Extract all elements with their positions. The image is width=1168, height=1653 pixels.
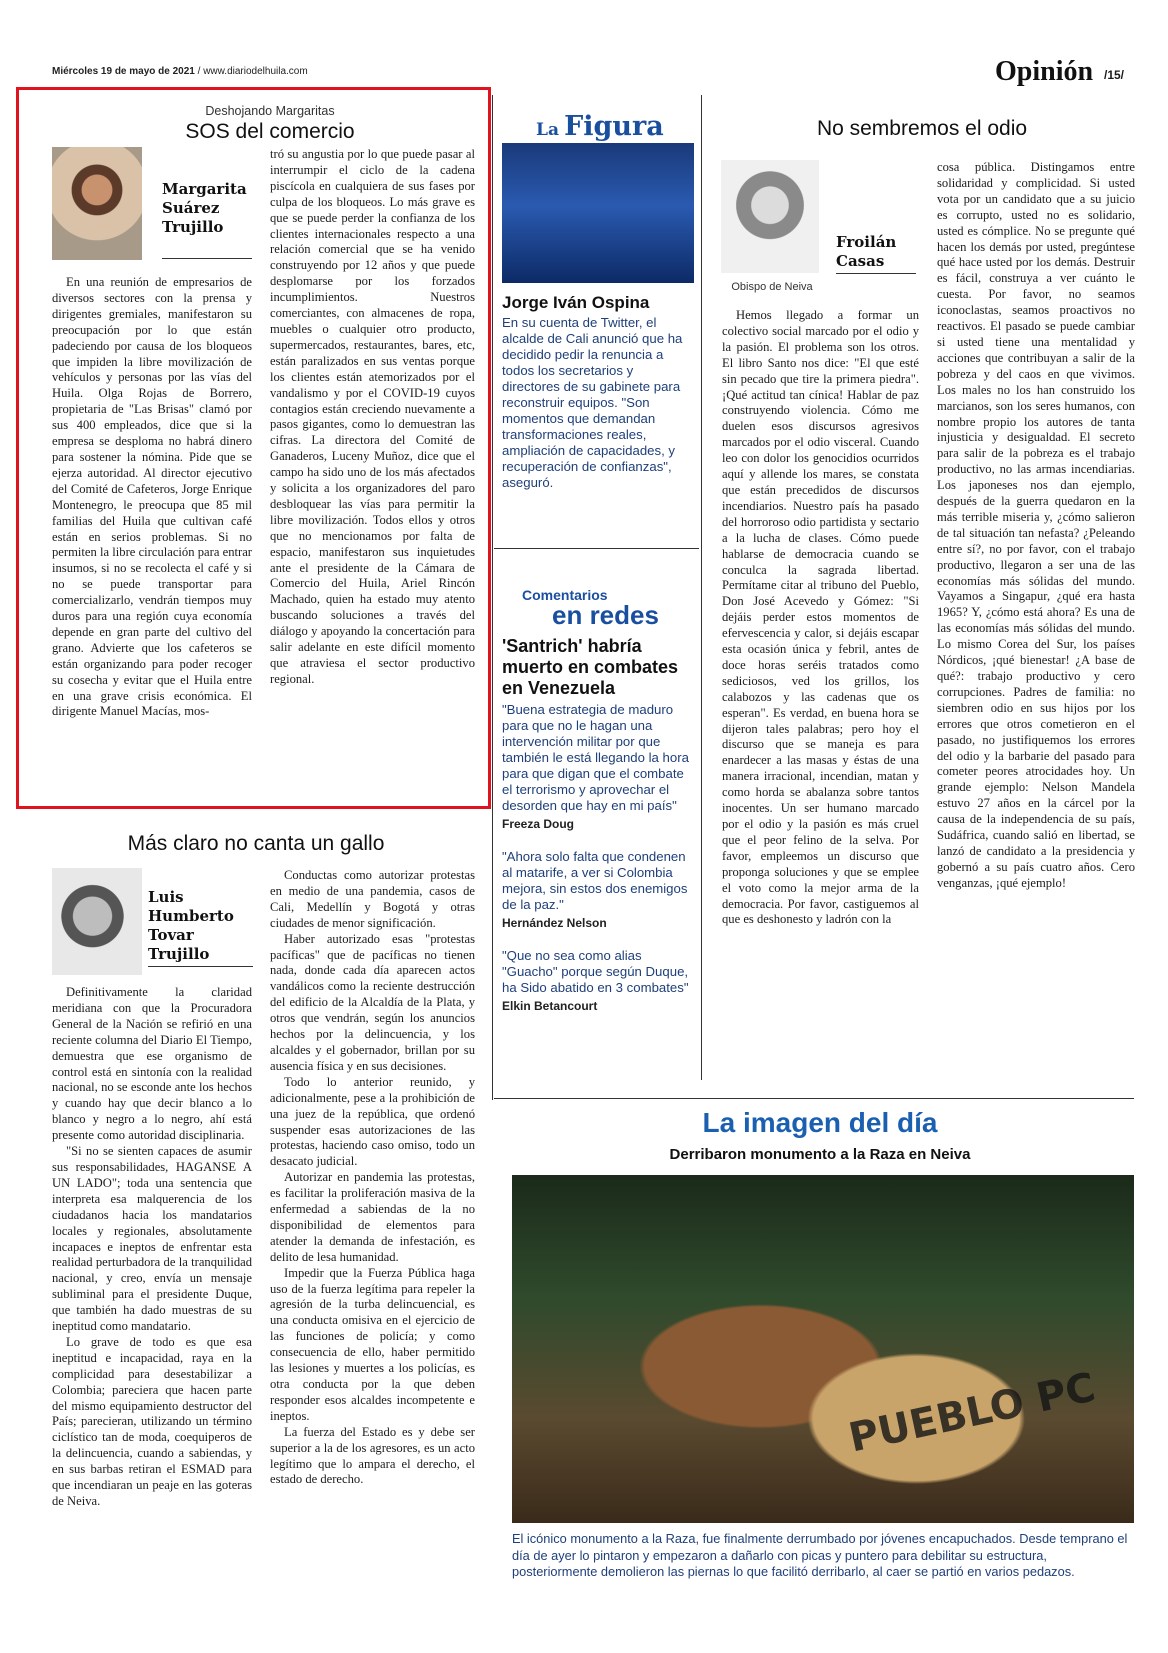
redes-headline: 'Santrich' habría muerto en combates en Venezuela [502,636,679,698]
column-headline: SOS del comercio [185,120,355,143]
figura-title: Figura [564,111,664,142]
figura-pre: La [536,120,559,140]
article-text-col2: tró su angustia por lo que puede pasar al interrumpir el ciclo de la cadena piscícola en cualquiera de sus fases por culpa de los bloqueos. Lo más grave es que se puede perder la confianza de los clientes internacionales respecto a una relación comercial que se ha venido construyendo por 12 años y que puede desplomarse por los forzados incumplimientos. Nuestros comerciantes, con almacenes de ropa, muebles o cualquier otro producto, supermercados, restaurantes, bares, etc, están paralizados en sus ventas porque los clientes están atemorizados por el vandalismo y por el COVID-19 cuyos contagios están creciendo nuevamente a pasos gigantes, como lo demuestran las cifras. La directora del Comité de Ganaderos, Luceny Muñoz, dice que el campo ha sido uno de los más afectados y solicita a los organizadores del paro desbloquear las vías para permitir la libre movilización. Todos ellos y otros que no mencionamos por falta de espacio, manifestaron sus inquietudes ante el presidente de la Cámara de Comercio del Huila, Ariel Rincón Machado, quien ha estado muy atento buscando soluciones a través del diálogo y apoyando la concertación para salir adelante en este difícil momento que atraviesa el sector productivo regional. [270,147,475,686]
section-title: Opinión [995,56,1094,87]
author-name: Margarita Suárez Trujillo [162,180,247,236]
comment-author: Elkin Betancourt [502,999,598,1013]
article-text-col1: Hemos llegado a formar un colectivo social marcado por el odio y la pasión. El problema son los otros. El libro Santo nos dice: "El que esté sin pecado que tire la primera piedra". ¡Qué actitud tan cínica! Hablar de paz construyendo violencia. Cómo me duelen esos discursos agresivos marcados por el odio visceral. Cuando leo con dolor los genocidios ocurridos aquí y allende los mares, se constata que están precedidos de discursos incendiarios. Nuestro país ha pasado del horroroso odio partidista y sectario a la lucha de clases. Cómo puede hablarse de democracia cuando se conculca la sagrada libertad. Permítame citar al tribuno del Pueblo, Don José Acevedo y Gómez: "Si dejáis perder estos momentos de efervescencia y calor, si dejáis escapar esta ocasión única y febril, antes de doce horas seréis tratados como sediciosos, ved los grillos, los calabozos y las cadenas que os esperan". Es verdad, en buena hora se dijeron tales palabras; pero hoy el discurso que se maneja es para enardecer a las masas y éstas de una manera irracional, incendian, matan y como horda se abalanza sobre tantos inocentes. Un ser humano marcado por el odio y la pasión es más cruel que el peor felino de la selva. Por favor, empleemos un discurso que proponga soluciones y que se emplee el voto como la mejor arma de la democracia. Por favor, castiguemos al que es deshonesto y ladrón con la [722,308,919,927]
figura-text: En su cuenta de Twitter, el alcalde de Cali anunció que ha decidido pedir la renuncia a todos los secretarios y directores de su gabinete para reconstruir equipos. "Son momentos que demandan transformaciones reales, ampliación de capacidades, y recuperación de confianzas", aseguró. [502,315,683,490]
imagen-title: La imagen del día [702,1107,938,1138]
author-rule [162,258,252,259]
author-photo [52,868,142,975]
comment-text: "Buena estrategia de maduro para que no le hagan una intervención militar por que también le está llegando la hora para que digan que el combate el terrorismo y aprovechar el desorden que hay en mi país" [502,702,689,813]
graffiti-text: PUEBLO PC [844,1364,1100,1462]
article-text-col2: Conductas como autorizar protestas en medio de una pandemia, casos de Cali, Medellín y Bogotá y otras ciudades de menor significación. Haber autorizado esas "protestas pacíficas" que de pacíficas no tienen nada, donde cada día aparecen actos vandálicos como la reciente destrucción del edificio de la Alcaldía de la Plata, y otros que vendrán, según los anuncios hechos por la delincuencia, y los alcaldes y el gobernador, brillan por su ausencia física y en sus decisiones. Todo lo anterior reunido, y adicionalmente, pese a la prohibición de una juez de la república, que ordenó suspender esas autorizaciones de las protestas, haciendo caso omiso, todo un desacato judicial. Autorizar en pandemia las protestas, es facilitar la proliferación masiva de la enfermedad a sabiendas de la no disponibilidad de elementos para atender la demanda de infestación, es delito de lesa humanidad. Impedir que la Fuerza Pública haga uso de la fuerza legítima para repeler la agresión de la turba delincuencial, es una conducta omisiva en el ejercicio de las funciones de policía; y como consecuencia de ello, haber permitido las lesiones y muertes a los policías, es otra conducta por la que deben responder esos alcaldes incompetente e ineptos. La fuerza del Estado es y debe ser superior a la de los agresores, es un acto legítimo que lo ampara el derecho, el estado de derecho. [270,868,475,1487]
issue-date: Miércoles 19 de mayo de 2021 [52,66,195,77]
column-headline: No sembremos el odio [816,117,1028,140]
author-name: Luis Humberto Tovar Trujillo [148,888,234,963]
comment-author: Freeza Doug [502,817,575,831]
redes-comments [502,702,694,1013]
figura-name: Jorge Iván Ospina [502,293,650,312]
page-number: /15/ [1104,68,1125,82]
article-text-col1: Definitivamente la claridad meridiana con que la Procuradora General de la Nación se refirió en una reciente columna del Diario El Tiempo, demuestra que ese organismo de control está en sintonía con la realidad nacional, no se esconde ante los hechos y cuando hay que decir blanco a lo blanco y negro a lo negro, ahí está presente como autoridad disciplinaria. "Si no se sienten capaces de asumir sus responsabilidades, HAGANSE A UN LADO"; toda una sentencia que interpreta esa malquerencia de los ciudadanos hacia los mandatarios locales y regionales, absolutamente incapaces e ineptos de enfrentar esta realidad perturbadora de la tranquilidad nacional, y creo, envía un mensaje subliminal para el presidente Duque, que también ha dado muestras de su ineptitud como mandatario. Lo grave de todo es que esa ineptitud e incapacidad, raya en la complicidad para desestabilizar a Colombia; pareciera que hacen parte del mismo equipamiento destructor del País; parecieran, utilizando un término ciclístico tan de moda, coequiperos de la delincuencia, cuando a sabiendas, y en sus barbas retiran el ESMAD para que incendiaran un peaje en las goteras de Neiva. [52,985,252,1508]
author-name: Froilán Casas [836,233,897,270]
monument-photo [512,1175,1134,1523]
column-divider [492,95,493,1100]
redes-label: Comentarios [522,587,608,603]
author-photo [721,160,819,273]
author-rule [836,273,916,274]
comment-text: "Que no sea como alias "Guacho" porque según Duque, ha Sido abatido en 3 combates" [502,948,689,995]
redes-title: en redes [552,600,659,630]
site-url: / www.diariodelhuila.com [194,66,308,77]
author-role: Obispo de Neiva [731,281,813,293]
column-headline: Más claro no canta un gallo [127,832,385,855]
comment-author: Hernández Nelson [502,916,607,930]
section-divider [494,1098,1134,1099]
section-divider [494,548,699,549]
figura-photo [502,143,694,283]
photo-caption: El icónico monumento a la Raza, fue finalmente derrumbado por jóvenes encapuchados. Desde temprano el día de ayer lo pintaron y empezaron a dañarlo con picas y puntero para debilitar su estructura, posteriormente demolieron las piernas lo que facilitó derribarlo, al caer se partió en varios pedazos. [512,1531,1128,1579]
comment-text: "Ahora solo falta que condenen al matarife, a ver si Colombia mejora, sin estos dos enemigos de la paz." [502,849,688,912]
date-line [52,66,308,77]
figura-heading [536,111,664,142]
column-divider [701,95,702,1080]
article-text-col2: cosa pública. Distingamos entre solidaridad y complicidad. Si usted vota por un candidato que a su juicio es corrupto, usted no es solidario, usted es cómplice. No se pregunte qué hacen los demás por usted, pregúntese qué hace usted por los demás. Destruir es fácil, construya a ver cuánto le cuesta. Por favor, no seamos iconoclastas, seamos proactivos no reactivos. El pasado se puede cambiar si usted tiene una mentalidad y acciones que contribuyan a salir de la pobreza y del caos en que vivimos. Los males no los han construido los marcianos, son los seres humanos, con nombre propio los autores de tanta injusticia y desigualdad. El secreto para salir de la pobreza es el trabajo productivo, no las armas incendiarias. Los japoneses nos dan ejemplo, después de la guerra quedaron en la más terrible miseria y, ¿cómo salieron de tal situación tan nefasta? ¿Peleando entre sí?, no por favor, con el trabajo productivo, llegaron a ser una de las economías más sólidas del mundo. Vayamos a Singapur, ¿qué era hasta 1965? Y, ¿cómo está ahora? Es una de las economías más sólidas del mundo. Lo mismo Corea del Sur, los países Nórdicos, ¡qué bienestar! ¿A base de qué?: trabajo productivo y cero corrupciones. Padres de familia: no siembren odio en sus hijos por los errores que otros cometieron en el pasado, no justifiquemos los errores del odio y la barbarie del pasado para cometer peores atrocidades hoy. Un grande ejemplo: Nelson Mandela estuvo 27 años en la cárcel por la causa de la independencia de su país, Sudáfrica, cuando salió en libertad, se lanzó de candidato a la presidencia y gobernó a su país cuatro años. Cero venganzas, ¡qué ejemplo! [937,160,1135,890]
column-kicker: Deshojando Margaritas [205,104,335,118]
article-text-col1: En una reunión de empresarios de diversos sectores con la prensa y dirigentes gremiales, manifestaron su preocupación por lo que están padeciendo por causa de los bloqueos que impiden la libre movilización de vehículos y personas por las vías del Huila. Olga Rojas de Borrero, propietaria de "Las Brisas" clamó por sus 400 empleados, dice que si la empresa se desploma no habrá dinero para sostener la nómina. Pide que se ejerza autoridad. Al director ejecutivo del Comité de Cafeteros, Jorge Enrique Montenegro, le preocupa que 85 mil familias del Huila que cultivan café están en serios problemas. Si no permiten la libre circulación para entrar insumos, si no se recolecta el café y si no se puede transportar para comercializarlo, vendrán tiempos muy duros para una región cuya economía depende en gran parte del cultivo del grano. Advierte que los cafeteros se están organizando para poder recoger su cosecha y evitar que el Huila entre en una grave crisis económica. El dirigente Manuel Macías, mos- [52,275,252,719]
author-photo [52,147,142,260]
author-rule [148,966,253,967]
imagen-subtitle: Derribaron monumento a la Raza en Neiva [669,1146,971,1163]
